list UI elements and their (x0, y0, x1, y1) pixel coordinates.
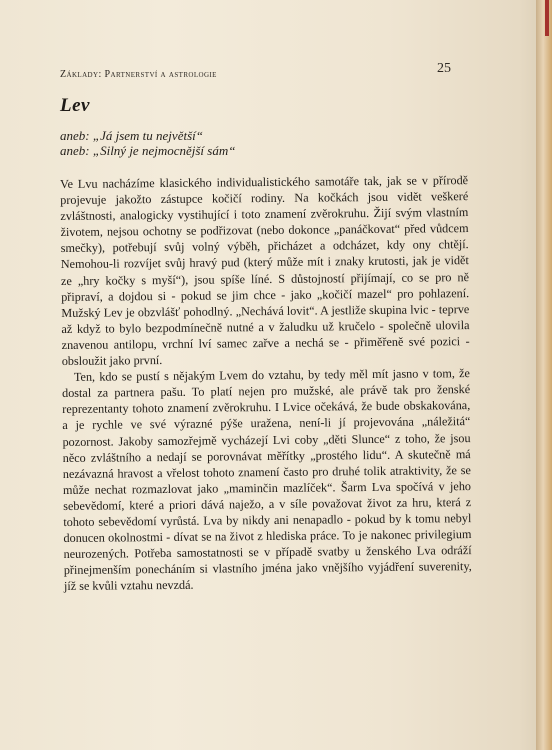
chapter-title: Lev (60, 95, 90, 116)
bookmark-ribbon (545, 0, 549, 36)
paragraph: Ve Lvu nacházíme klasického individualistického samotáře tak, jak se v přírodě projevuje jakožto zástupce kočičí rodiny. Na kočkách jsou vidět veškeré zvláštnosti, analogicky vystihující i toto znamení zvěrokruhu. Žijí svým vlastním životem, nejsou ochotny se podřizovat (nebo dokonce „panáčkovat“ před vůdcem smečky), potřebují svůj volný výběh, přicházet a odcházet, kdy ony chtějí. Nemohou-li rozvíjet svůj hravý pud (který může mít i znaky krutosti, jak je vidět ze „hry kočky s myší“), jsou spíše líné. S důstojností přijímají, co se pro ně připraví, a dojdou si - pokud se jim chce - jako „kočičí mazel“ pro pohlazení. Mužský Lev je obzvlášť pohodlný. „Nechává lovit“. A jestliže skupina lvic - teprve až když to bylo bezpodmínečně nutné a v žaludku už kručelo - společně ulovila znavenou antilopu, vrchní lví samec zařve a nechá se - přiměřeně své pozici - obsloužit jako první. (60, 173, 470, 369)
body-text (60, 172, 472, 594)
chapter-subtitles (60, 128, 235, 158)
subtitle-1: aneb: „Já jsem tu největší“ (60, 128, 203, 143)
page-number: 25 (437, 61, 451, 76)
running-head: Základy: Partnerství a astrologie (60, 69, 217, 80)
page-edge (536, 0, 552, 750)
subtitle-2: aneb: „Silný je nejmocnější sám“ (60, 143, 236, 158)
paragraph: Ten, kdo se pustí s nějakým Lvem do vztahu, by tedy měl mít jasno v tom, že dostal za partnera pašu. To platí nejen pro mužské, ale právě tak pro ženské reprezentanty tohoto znamení zvěrokruhu. I Lvice očekává, že bude obskakována, a je rychle ve své výrazné pýše uražena, není-li jí projevována „náležitá“ pozornost. Jakoby samozřejmě vycházejí Lvi coby „děti Slunce“ z toho, že jsou něco zvláštního a nedají se porovnávat měřítky „prostého lidu“. A skutečně má nezávazná hravost a vřelost tohoto znamení často pro druhé tolik atraktivity, že se může nechat rozmazlovat jako „maminčin mazlíček“. Šarm Lva spočívá v jeho sebevědomí, které a priori dává naježo, a v síle považovat život za hru, která z tohoto sebevědomí vyrůstá. Lva by nikdy ani nenapadlo - pokud by k tomu nebyl donucen okolnostmi - dívat se na život z hlediska práce. To je nakonec privilegium neurozených. Potřeba samostatnosti se v případě svatby u ženského Lva odráží přinejmenším ponecháním si vlastního jména jako vnějšího vyjádření suverenity, jíž se kvůli vztahu nevzdá. (62, 366, 472, 594)
